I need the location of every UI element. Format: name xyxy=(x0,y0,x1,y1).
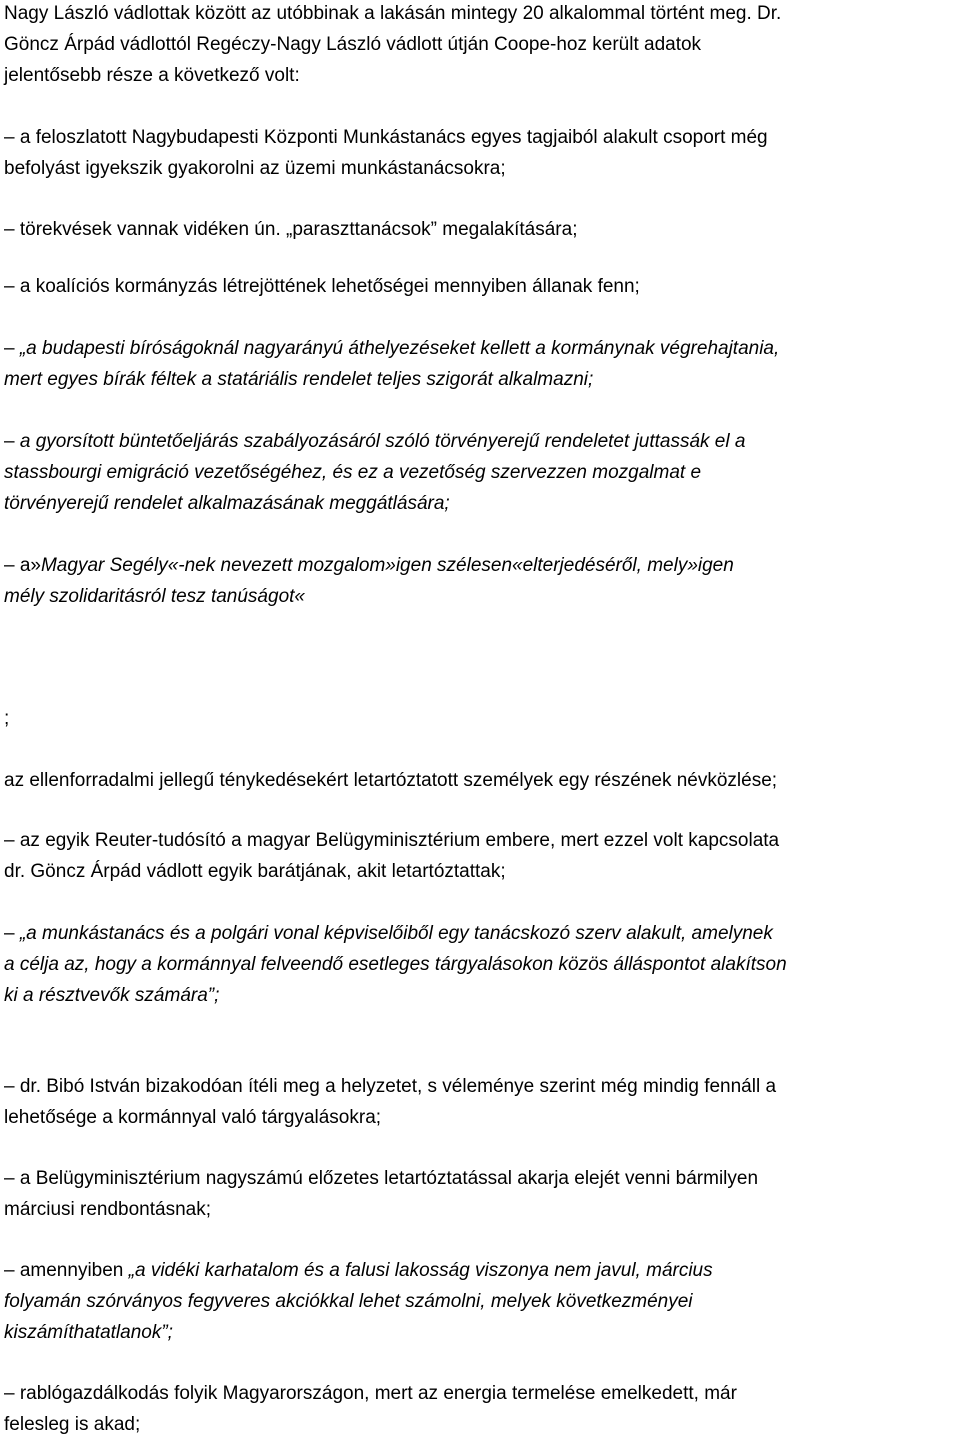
text-segment: – az egyik Reuter-tudósító a magyar Belügyminisztérium embere, mert ezzel volt kapcsolata xyxy=(4,830,780,851)
text-line xyxy=(4,861,506,883)
text-line xyxy=(4,65,300,87)
italic-text: törvényerejű rendelet alkalmazásának meggátlására; xyxy=(4,493,450,514)
text-segment: ; xyxy=(4,708,10,729)
text-segment: Nagy László vádlottak között az utóbbinak a lakásán mintegy 20 alkalommal történt meg. Dr. xyxy=(4,3,782,24)
italic-text: „a vidéki karhatalom és a falusi lakosság viszonya nem javul, március xyxy=(128,1260,713,1281)
text-segment: befolyást igyekszik gyakorolni az üzemi munkástanácsokra; xyxy=(4,158,506,179)
text-segment: – a» xyxy=(4,555,41,576)
text-line xyxy=(4,708,9,730)
text-line xyxy=(4,3,781,25)
text-line xyxy=(4,462,701,484)
text-line xyxy=(4,431,745,453)
text-segment: – a koalíciós kormányzás létrejöttének lehetőségei mennyiben állanak fenn; xyxy=(4,276,640,297)
text-segment: márciusi rendbontásnak; xyxy=(4,1199,211,1220)
text-segment: lehetősége a kormánnyal való tárgyalásokra; xyxy=(4,1107,382,1128)
text-segment: – xyxy=(4,338,20,359)
italic-text: „a munkástanács és a polgári vonal képviselőiből egy tanácskozó szerv alakult, amelynek xyxy=(19,923,773,944)
text-segment: – rablógazdálkodás folyik Magyarországon, mert az energia termelése emelkedett, már xyxy=(4,1383,737,1404)
italic-text: mély szolidaritásról tesz tanúságot« xyxy=(4,586,305,607)
text-segment: az ellenforradalmi jellegű ténykedésekért letartóztatott személyek egy részének névközlése; xyxy=(4,770,778,791)
italic-text: a gyorsított büntetőeljárás szabályozásáról szóló törvényerejű rendeletet juttassák el a xyxy=(19,431,746,452)
text-line xyxy=(4,954,787,976)
text-line xyxy=(4,555,734,577)
text-line xyxy=(4,369,593,391)
text-segment: – törekvések vannak vidéken ún. „paraszttanácsok” megalakítására; xyxy=(4,219,578,240)
italic-text: Magyar Segély«-nek nevezett mozgalom»igen szélesen«elterjedéséről, mely»igen xyxy=(40,555,734,576)
text-line xyxy=(4,770,777,792)
text-segment: – a Belügyminisztérium nagyszámú előzetes letartóztatással akarja elejét venni bármilyen xyxy=(4,1168,759,1189)
text-segment: – xyxy=(4,923,20,944)
text-line xyxy=(4,1076,776,1098)
text-line xyxy=(4,1383,737,1405)
text-line xyxy=(4,127,768,149)
text-line xyxy=(4,1260,713,1282)
text-segment: – a feloszlatott Nagybudapesti Központi Munkástanács egyes tagjaiból alakult csoport még xyxy=(4,127,768,148)
text-segment: dr. Göncz Árpád vádlott egyik barátjának, akit letartóztattak; xyxy=(4,861,506,882)
text-line xyxy=(4,34,701,56)
text-line xyxy=(4,586,305,608)
text-line xyxy=(4,1322,173,1344)
text-line xyxy=(4,1414,140,1436)
text-line xyxy=(4,830,779,852)
text-line xyxy=(4,338,779,360)
italic-text: stassbourgi emigráció vezetőségéhez, és ez a vezetőség szervezzen mozgalmat e xyxy=(4,462,702,483)
text-line xyxy=(4,493,450,515)
italic-text: kiszámíthatatlanok”; xyxy=(4,1322,173,1343)
text-line xyxy=(4,923,773,945)
text-line xyxy=(4,1168,758,1190)
text-line xyxy=(4,276,640,298)
text-segment: felesleg is akad; xyxy=(4,1414,141,1435)
italic-text: „a budapesti bíróságoknál nagyarányú áthelyezéseket kellett a kormánynak végrehajtania, xyxy=(19,338,780,359)
italic-text: mert egyes bírák féltek a statáriális rendelet teljes szigorát alkalmazni; xyxy=(4,369,594,390)
text-segment: – amennyiben xyxy=(4,1260,129,1281)
text-line xyxy=(4,1199,211,1221)
italic-text: a célja az, hogy a kormánnyal felveendő esetleges tárgyalásokon közös álláspontot alakítson xyxy=(4,954,787,975)
text-line xyxy=(4,158,506,180)
text-segment: Göncz Árpád vádlottól Regéczy-Nagy László vádlott útján Coope-hoz került adatok xyxy=(4,34,702,55)
text-segment: jelentősebb része a következő volt: xyxy=(4,65,300,86)
text-segment: – dr. Bibó István bizakodóan ítéli meg a helyzetet, s véleménye szerint még mindig fennáll a xyxy=(4,1076,777,1097)
text-line xyxy=(4,1291,693,1313)
text-segment: – xyxy=(4,431,20,452)
italic-text: ki a résztvevők számára”; xyxy=(4,985,220,1006)
text-line xyxy=(4,1107,381,1129)
text-line xyxy=(4,219,577,241)
text-line xyxy=(4,985,219,1007)
italic-text: folyamán szórványos fegyveres akciókkal lehet számolni, melyek következményei xyxy=(4,1291,693,1312)
